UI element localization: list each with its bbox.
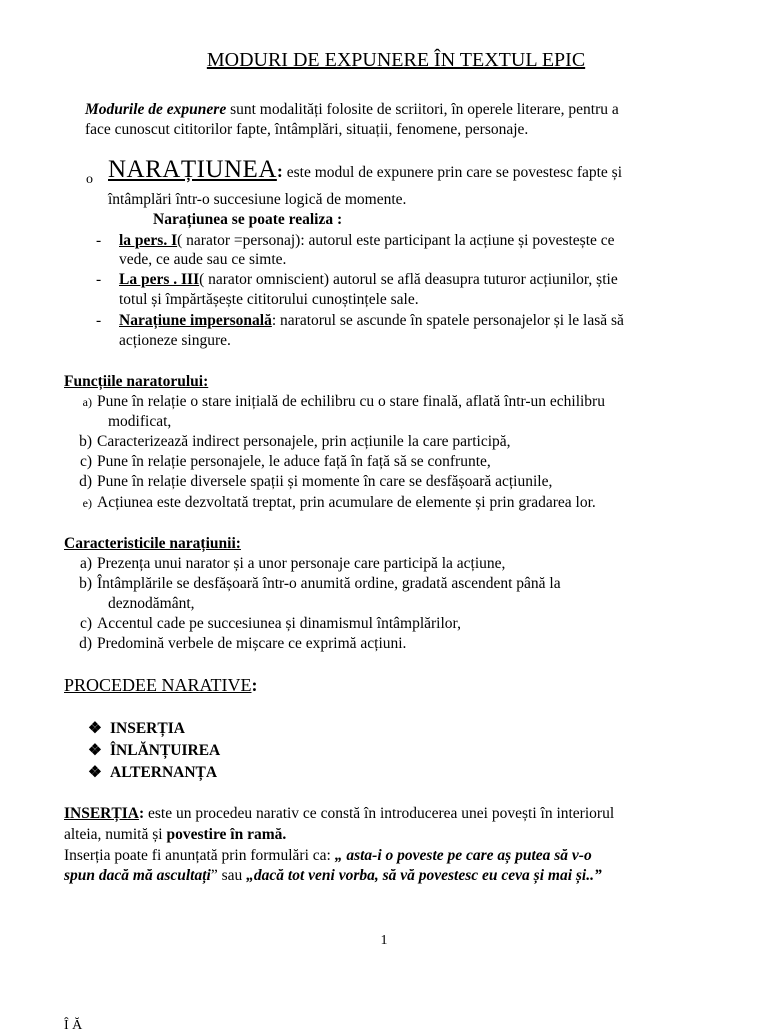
item-term: La pers . III [119, 271, 200, 288]
insertia-term: INSERȚIA [64, 805, 139, 822]
intro-text-1: sunt modalități folosite de scriitori, în operele literare, pentru a [226, 101, 619, 118]
list-item [88, 763, 217, 783]
list-item [88, 719, 185, 739]
insertia-line-3 [64, 846, 592, 866]
naratiunea-colon: : [276, 161, 283, 181]
insertia-colon: : [138, 805, 145, 822]
naratiunea-subhead: Narațiunea se poate realiza : [153, 211, 343, 228]
item-text: : naratorul se ascunde în spatele personajelor și le lasă să [271, 312, 624, 329]
insertia-line-4 [64, 866, 602, 886]
list-item-cont: deznodământ, [108, 595, 195, 612]
procedee-colon: : [251, 675, 258, 695]
item-label: c) [79, 453, 92, 470]
naratiunea-def-1: este modul de expunere prin care se povestesc fapte și [282, 164, 623, 181]
list-item [119, 231, 615, 251]
intro-line-2: face cunoscut cititorilor fapte, întâmplări, situații, fenomene, personaje. [85, 121, 529, 138]
circle-bullet-icon: o [86, 172, 93, 187]
insertia-bold-term: povestire în ramă. [166, 826, 287, 843]
insertia-quote-2: „dacă tot veni vorba, să vă povestesc eu ceva și mai și..” [246, 867, 602, 884]
naratiunea-heading: NARAȚIUNEA [108, 156, 277, 183]
list-item: Acțiunea este dezvoltată treptat, prin acumulare de elemente și prin gradarea lor. [97, 494, 596, 511]
list-item [119, 270, 618, 290]
item-label: b) [79, 575, 92, 592]
list-item-cont: totul și împărtășește cititorului cunoștințele sale. [119, 291, 419, 308]
insertia-text-1: este un procedeu narativ ce constă în introducerea unei povești în interiorul [144, 805, 615, 822]
item-term: Narațiune impersonală [119, 312, 272, 329]
list-item: Caracterizează indirect personajele, prin acțiunile la care participă, [97, 433, 511, 450]
intro-line-1 [85, 100, 619, 120]
list-item-cont: vede, ce aude sau ce simte. [119, 251, 287, 268]
insertia-line-1 [64, 804, 614, 824]
item-label: d) [79, 473, 92, 490]
list-item: Pune în relație personajele, le aduce față în față să se confrunte, [97, 453, 491, 470]
functii-heading: Funcțiile naratorului: [64, 373, 209, 390]
diamond-bullet-icon: ❖ [88, 742, 102, 759]
dash-bullet: - [96, 312, 102, 329]
list-item [119, 311, 624, 331]
next-page-stub: Î Ă [64, 1018, 83, 1033]
page-number: 1 [380, 933, 388, 948]
list-item: Pune în relație o stare inițială de echilibru cu o stare finală, aflată într-un echilibru [97, 393, 605, 410]
naratiunea-heading-line [108, 156, 623, 183]
item-label: d) [79, 635, 92, 652]
procedeu-label: ALTERNANȚA [110, 764, 218, 781]
naratiunea-def-2: întâmplări într-o succesiune logică de momente. [108, 191, 407, 208]
item-label: c) [79, 615, 92, 632]
caracteristici-heading: Caracteristicile narațiunii: [64, 535, 241, 552]
list-item-cont: modificat, [108, 413, 172, 430]
procedeu-label: INSERȚIA [110, 720, 185, 737]
item-label: a) [79, 555, 92, 572]
page-title: MODURI DE EXPUNERE ÎN TEXTUL EPIC [206, 49, 586, 71]
item-text: ( narator omniscient) autorul se află deasupra tuturor acțiunilor, știe [199, 271, 618, 288]
list-item-cont: acționeze singure. [119, 332, 231, 349]
insertia-mid: ” sau [210, 867, 247, 884]
list-item [88, 741, 220, 761]
insertia-quote-1: „ asta-i o poveste pe care aș putea să v-o [334, 847, 592, 864]
dash-bullet: - [96, 271, 102, 288]
item-term: la pers. I [119, 232, 178, 249]
insertia-quote-1-end: spun dacă mă ascultați [64, 867, 211, 884]
dash-bullet: - [96, 232, 102, 249]
procedeu-label: ÎNLĂNȚUIREA [110, 742, 221, 759]
intro-lead-term: Modurile de expunere [85, 101, 227, 118]
item-text: ( narator =personaj): autorul este participant la acțiune și povestește ce [177, 232, 615, 249]
list-item: Predomină verbele de mișcare ce exprimă acțiuni. [97, 635, 407, 652]
insertia-line-2 [64, 825, 286, 845]
diamond-bullet-icon: ❖ [88, 764, 102, 781]
procedee-heading: PROCEDEE NARATIVE [64, 675, 252, 695]
item-label: e) [82, 496, 92, 510]
list-item: Accentul cade pe succesiunea și dinamismul întâmplărilor, [97, 615, 461, 632]
insertia-text-3: Inserția poate fi anunțată prin formulări ca: [64, 847, 335, 864]
list-item: Întâmplările se desfășoară într-o anumită ordine, gradată ascendent până la [97, 575, 561, 592]
item-label: b) [79, 433, 92, 450]
insertia-text-2: alteia, numită și [64, 826, 167, 843]
item-label: a) [82, 395, 92, 409]
list-item: Prezența unui narator și a unor personaje care participă la acțiune, [97, 555, 506, 572]
diamond-bullet-icon: ❖ [88, 720, 102, 737]
procedee-heading-line [64, 675, 258, 695]
list-item: Pune în relație diversele spații și momente în care se desfășoară acțiunile, [97, 473, 553, 490]
